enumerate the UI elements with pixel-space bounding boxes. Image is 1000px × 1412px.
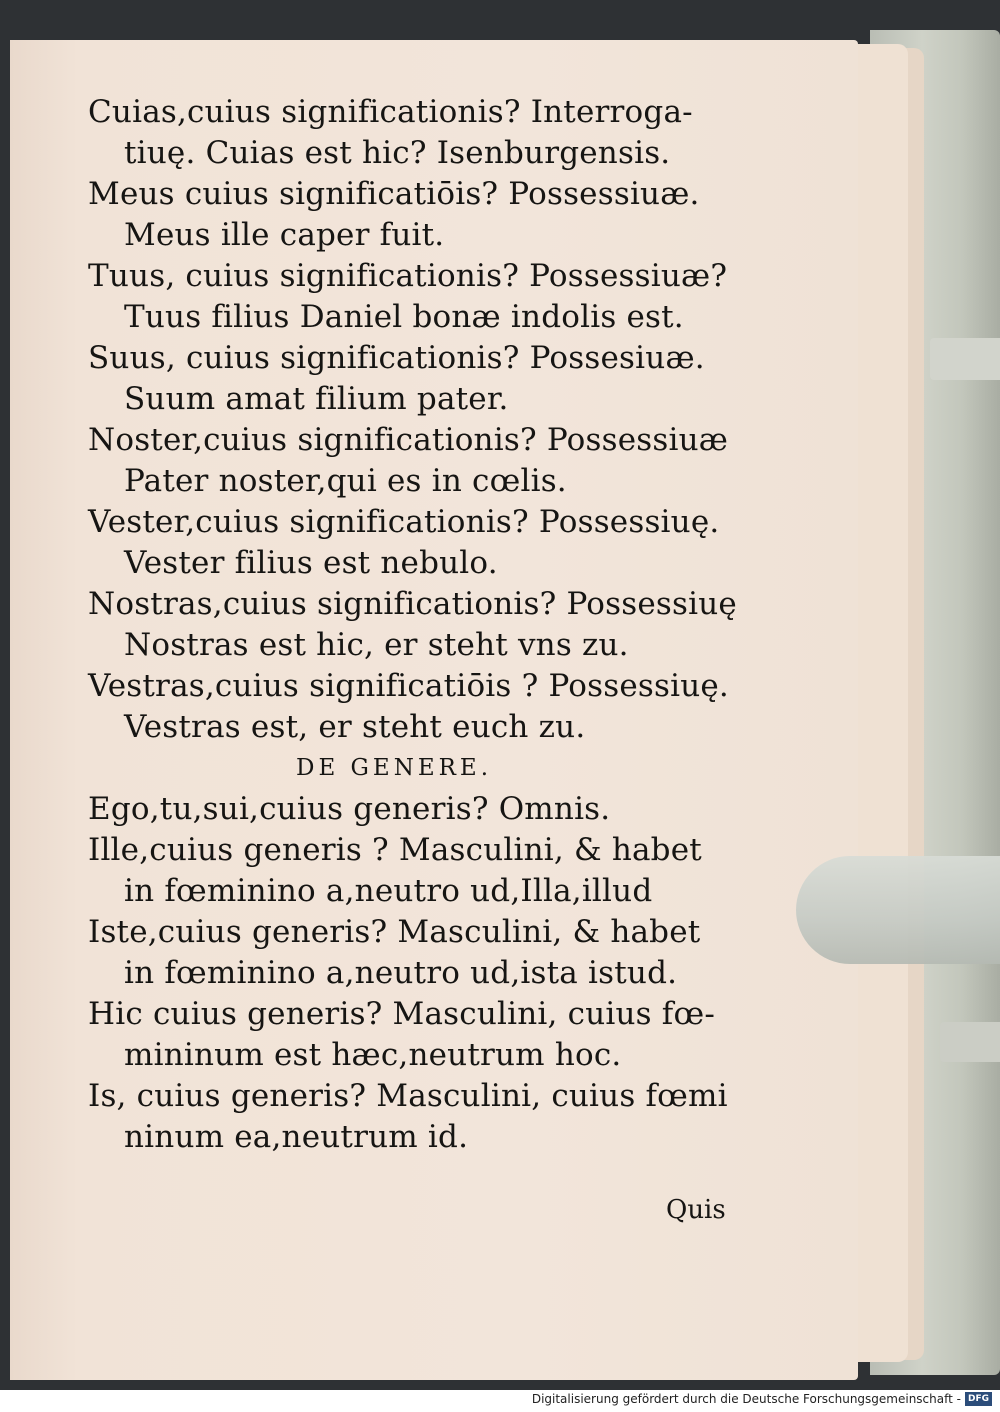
text-line: Is, cuius generis? Masculini, cuius fœmi bbox=[88, 1078, 728, 1114]
text-line: in fœminino a,neutro ud,Illa,illud bbox=[124, 873, 653, 909]
text-line: Suus, cuius significationis? Possesiuæ. bbox=[88, 340, 705, 376]
text-line: Vestras,cuius significatiōis ? Possessiuę. bbox=[88, 668, 729, 704]
binding-strap-top bbox=[930, 338, 1000, 380]
text-line: Ille,cuius generis ? Masculini, & habet bbox=[88, 832, 702, 868]
text-line: Nostras,cuius significationis? Possessiuę bbox=[88, 586, 737, 622]
book-clasp bbox=[796, 856, 1000, 964]
catchword: Quis bbox=[666, 1195, 726, 1225]
text-line: Meus ille caper fuit. bbox=[124, 217, 445, 253]
text-line: Ego,tu,sui,cuius generis? Omnis. bbox=[88, 791, 611, 827]
text-line: Hic cuius generis? Masculini, cuius fœ- bbox=[88, 996, 715, 1032]
text-line: Tuus filius Daniel bonæ indolis est. bbox=[124, 299, 684, 335]
dfg-logo-icon: DFG bbox=[965, 1392, 992, 1406]
text-line: Meus cuius significatiōis? Possessiuæ. bbox=[88, 176, 700, 212]
page-text bbox=[88, 92, 788, 1158]
text-line: Pater noster,qui es in cœlis. bbox=[124, 463, 567, 499]
text-line: Vester,cuius significationis? Possessiuę. bbox=[88, 504, 720, 540]
text-line: Cuias,cuius significationis? Interroga- bbox=[88, 94, 693, 130]
text-line: tiuę. Cuias est hic? Isenburgensis. bbox=[124, 135, 671, 171]
text-line: Vester filius est nebulo. bbox=[124, 545, 498, 581]
text-line: in fœminino a,neutro ud,ista istud. bbox=[124, 955, 678, 991]
digitization-credit bbox=[532, 1392, 992, 1406]
binding-strap-bottom bbox=[940, 1022, 1000, 1062]
text-line: mininum est hæc,neutrum hoc. bbox=[124, 1037, 622, 1073]
text-line: Nostras est hic, er steht vns zu. bbox=[124, 627, 629, 663]
text-line: ninum ea,neutrum id. bbox=[124, 1119, 469, 1155]
section-heading: DE GENERE. bbox=[296, 755, 493, 781]
text-line: Suum amat filium pater. bbox=[124, 381, 509, 417]
text-line: Vestras est, er steht euch zu. bbox=[124, 709, 586, 745]
page-edges-inner bbox=[850, 44, 908, 1362]
text-line: Iste,cuius generis? Masculini, & habet bbox=[88, 914, 701, 950]
text-line: Noster,cuius significationis? Possessiuæ bbox=[88, 422, 729, 458]
credit-text: Digitalisierung gefördert durch die Deutsche Forschungsgemeinschaft - bbox=[531, 1392, 961, 1406]
text-line: Tuus, cuius significationis? Possessiuæ? bbox=[88, 258, 728, 294]
